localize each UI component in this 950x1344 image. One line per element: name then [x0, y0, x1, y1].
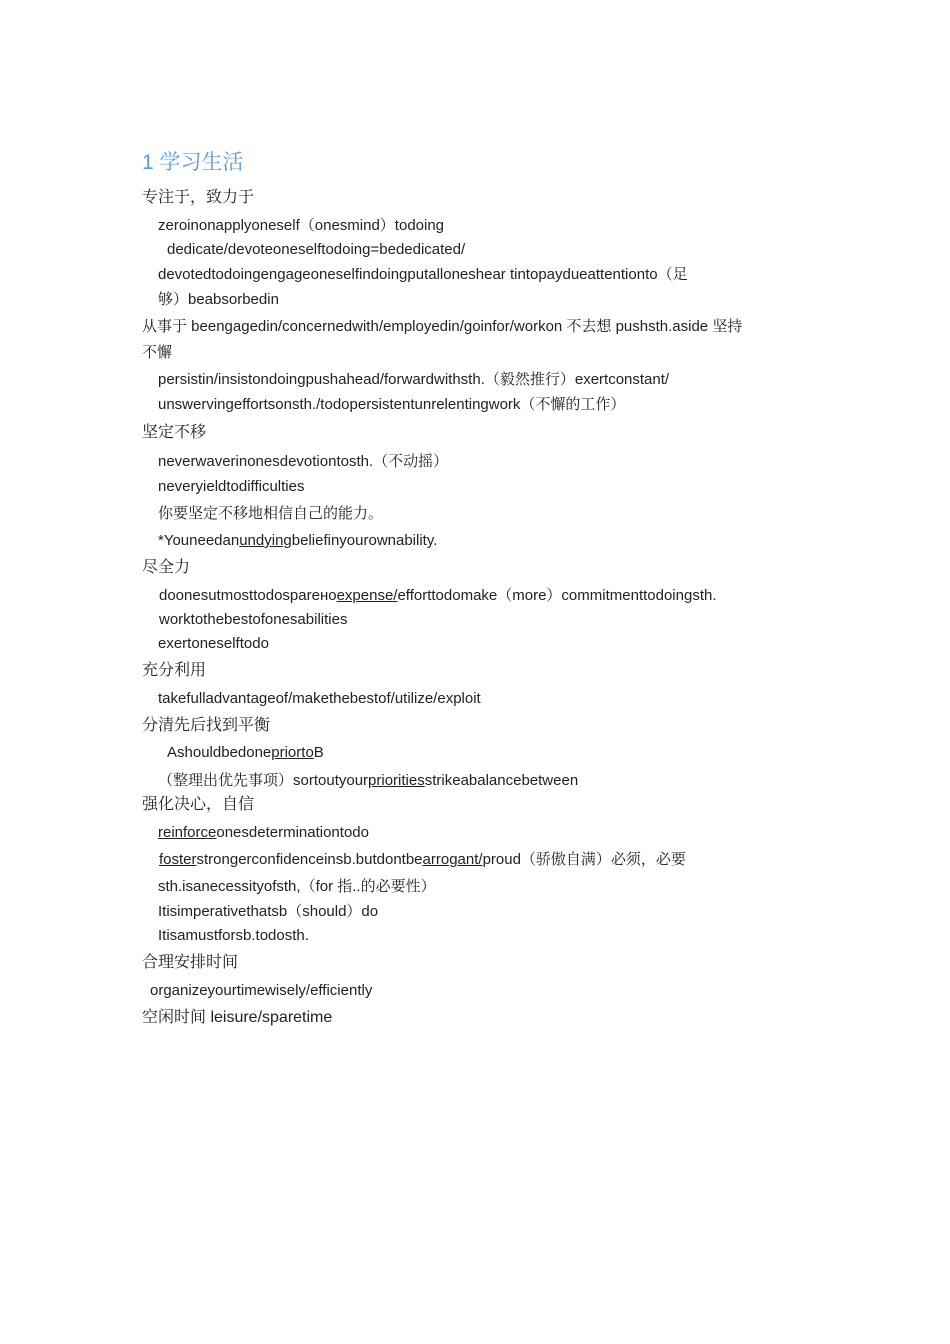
text-line: takefulladvantageof/makethebestof/utilize/exploit — [158, 690, 481, 707]
text-span: strikeabalancebetween — [424, 772, 579, 789]
text-line: exertoneselftodo — [158, 635, 269, 652]
text-line: dedicate/devoteoneselftodoing=bededicated/ — [167, 241, 466, 258]
text-span: strongerconfidenceinsb.butdontbe — [196, 851, 423, 868]
text-line: 不懈 — [142, 344, 173, 361]
text-line: zeroinonapplyoneself（onesmind）todoing — [158, 217, 445, 234]
section-heading: 1 学习生活 — [142, 151, 244, 174]
topic-heading: 充分利用 — [142, 662, 207, 679]
text-line: sth.isanecessityofsth,（for 指..的必要性） — [158, 878, 436, 895]
text-span: beliefinyourownability. — [291, 532, 438, 549]
topic-heading: 坚定不移 — [142, 424, 207, 441]
text-line — [158, 531, 437, 551]
text-line: 你要坚定不移地相信自己的能力。 — [158, 505, 384, 522]
text-span: efforttodomake（more）commitmenttodoingsth. — [397, 587, 717, 604]
text-line: worktothebestofonesabilities — [159, 611, 348, 628]
text-span: Ashouldbedone — [167, 744, 272, 761]
text-line: neveryieldtodifficulties — [158, 478, 305, 495]
topic-heading: 空闲时间 leisure/sparetime — [142, 1009, 333, 1026]
text-span: B — [313, 744, 324, 761]
text-line: Itisamustforsb.todosth. — [158, 927, 309, 944]
underlined-word: expense/ — [336, 587, 398, 604]
underlined-word: undying — [239, 532, 292, 549]
underlined-word: priorto — [271, 744, 314, 761]
text-line — [159, 586, 717, 606]
text-line — [158, 823, 369, 843]
text-line: Itisimperativethatsb（should）do — [158, 903, 379, 920]
text-span: proud（骄傲自满）必须，必要 — [482, 851, 686, 868]
topic-heading: 尽全力 — [142, 559, 191, 576]
text-line — [159, 850, 686, 870]
text-line: devotedtodoingengageoneselfindoingputalloneshear tintopaydueattentionto（足 — [158, 266, 688, 283]
text-line: neverwaverinonesdevotiontosth.（不动摇） — [158, 453, 449, 470]
text-span: （整理出优先事项）sortoutyour — [158, 772, 369, 789]
underlined-word: foster — [159, 851, 197, 868]
text-line — [167, 743, 324, 763]
text-span: onesdeterminationtodo — [216, 824, 369, 841]
underlined-word: priorities — [368, 772, 425, 789]
text-line: 从事于 beengagedin/concernedwith/employedin/goinfor/workon 不去想 pushsth.aside 坚持 — [142, 318, 743, 335]
underlined-word: reinforce — [158, 824, 217, 841]
topic-heading: 分清先后找到平衡 — [142, 717, 271, 734]
topic-heading: 强化决心，自信 — [142, 796, 255, 813]
text-line: organizeyourtimewisely/efficiently — [150, 982, 373, 999]
text-line: persistin/insistondoingpushahead/forwardwithsth.（毅然推行）exertconstant/ — [158, 371, 670, 388]
text-line: unswervingeffortsonsth./todopersistentunrelentingwork（不懈的工作） — [158, 396, 626, 413]
text-span: doonesutmosttodosparено — [159, 587, 337, 604]
text-span: *Youneedan — [158, 532, 240, 549]
underlined-word: arrogant/ — [422, 851, 483, 868]
topic-heading: 合理安排时间 — [142, 954, 239, 971]
text-line — [158, 771, 578, 791]
topic-heading: 专注于，致力于 — [142, 189, 255, 206]
text-line: 够）beabsorbedin — [158, 291, 279, 308]
